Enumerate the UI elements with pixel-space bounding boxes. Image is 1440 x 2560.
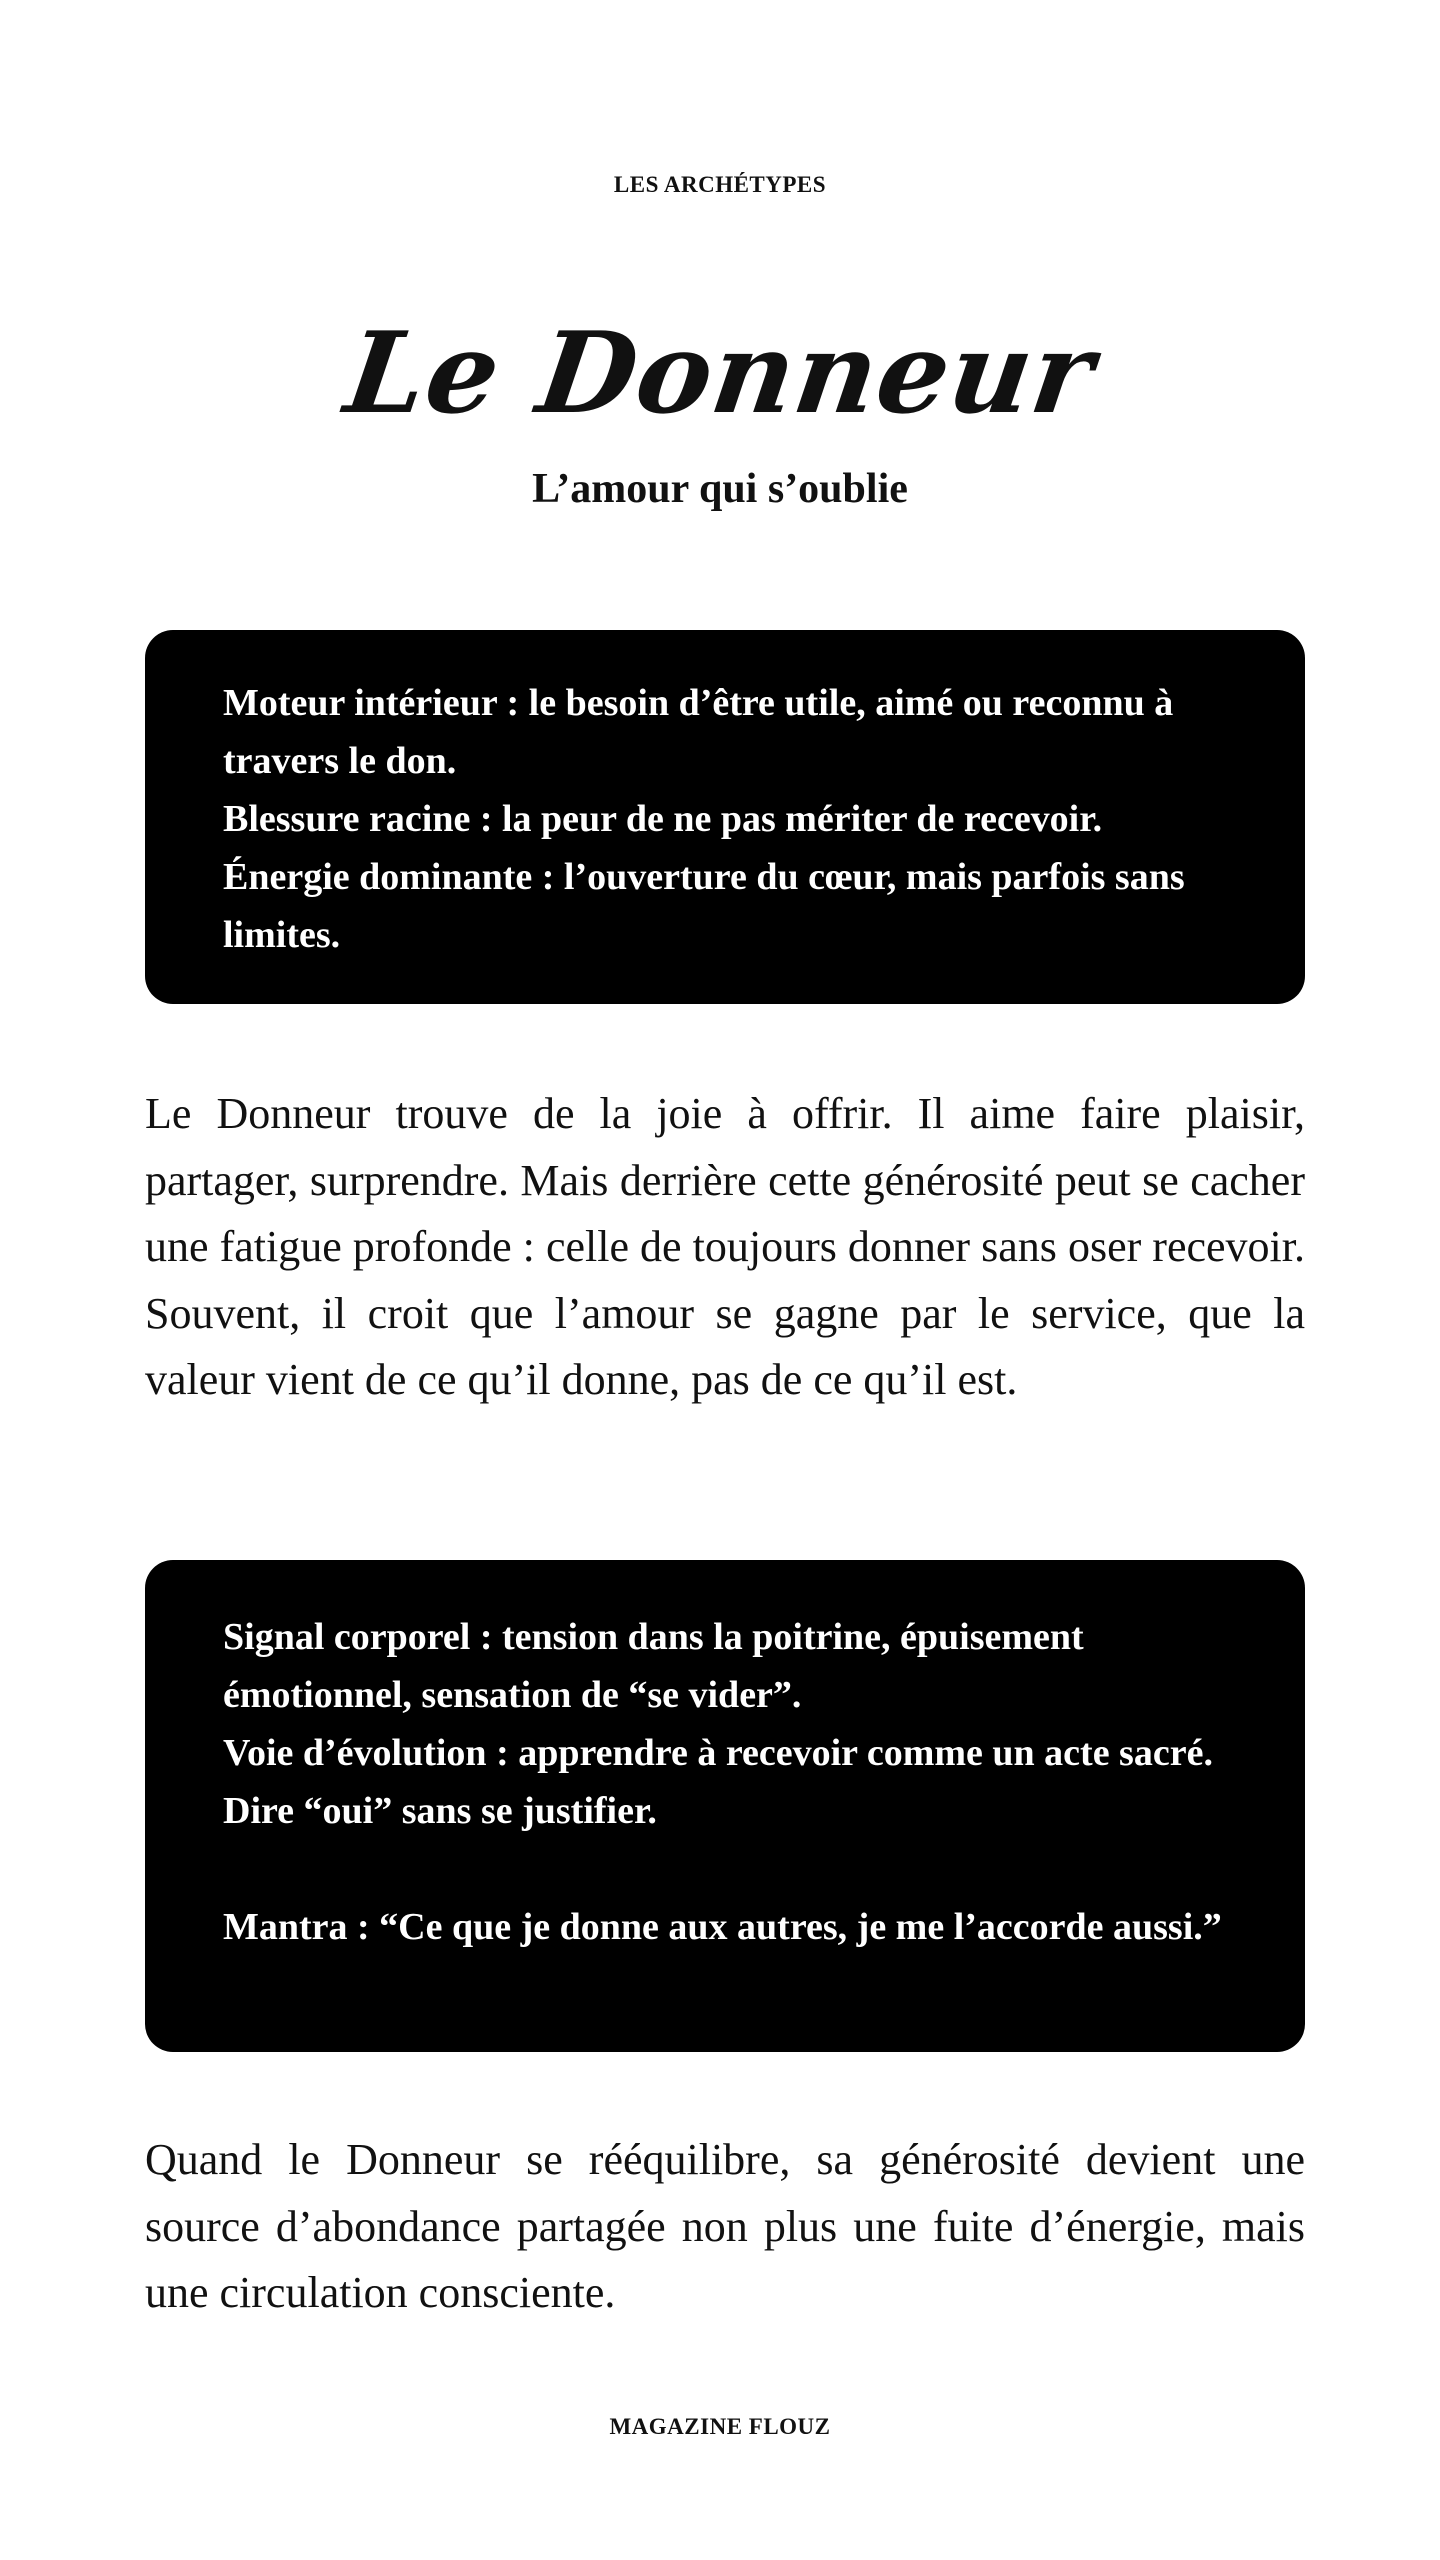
dominant-energy-text: Énergie dominante : l’ouverture du cœur, mais parfois sans limites. bbox=[223, 856, 1185, 956]
inner-driver-text: Moteur intérieur : le besoin d’être utile, aimé ou reconnu à travers le don. bbox=[223, 682, 1174, 782]
section-kicker: LES ARCHÉTYPES bbox=[613, 172, 827, 197]
profile-box bbox=[145, 630, 1305, 1004]
page-title: Le Donneur bbox=[338, 308, 1102, 439]
footer-label: MAGAZINE FLOUZ bbox=[609, 2414, 831, 2439]
body-paragraph-1: Le Donneur trouve de la joie à offrir. Il aime faire plaisir, partager, surprendre. Mais derrière cette générosité peut se cacher une fatigue profonde : celle de toujours donner sans oser recevoir. Souvent, il croit que l’amour se gagne par le service, que la valeur vient de ce qu’il donne, pas de ce qu’il est. bbox=[145, 1089, 1305, 1404]
root-wound-text: Blessure racine : la peur de ne pas mériter de recevoir. bbox=[223, 798, 1103, 840]
body-signal-text: Signal corporel : tension dans la poitrine, épuisement émotionnel, sensation de “se vider”. bbox=[223, 1616, 1084, 1716]
evolution-path-text: Voie d’évolution : apprendre à recevoir comme un acte sacré. Dire “oui” sans se justifier. bbox=[223, 1732, 1213, 1832]
page-subtitle: L’amour qui s’oublie bbox=[532, 466, 908, 512]
mantra-text: Mantra : “Ce que je donne aux autres, je me l’accorde aussi.” bbox=[223, 1906, 1222, 1948]
body-paragraph-2: Quand le Donneur se rééquilibre, sa générosité devient une source d’abondance partagée non plus une fuite d’énergie, mais une circulation consciente. bbox=[145, 2135, 1305, 2317]
spacer bbox=[223, 1840, 1227, 1898]
guidance-box bbox=[145, 1560, 1305, 2052]
